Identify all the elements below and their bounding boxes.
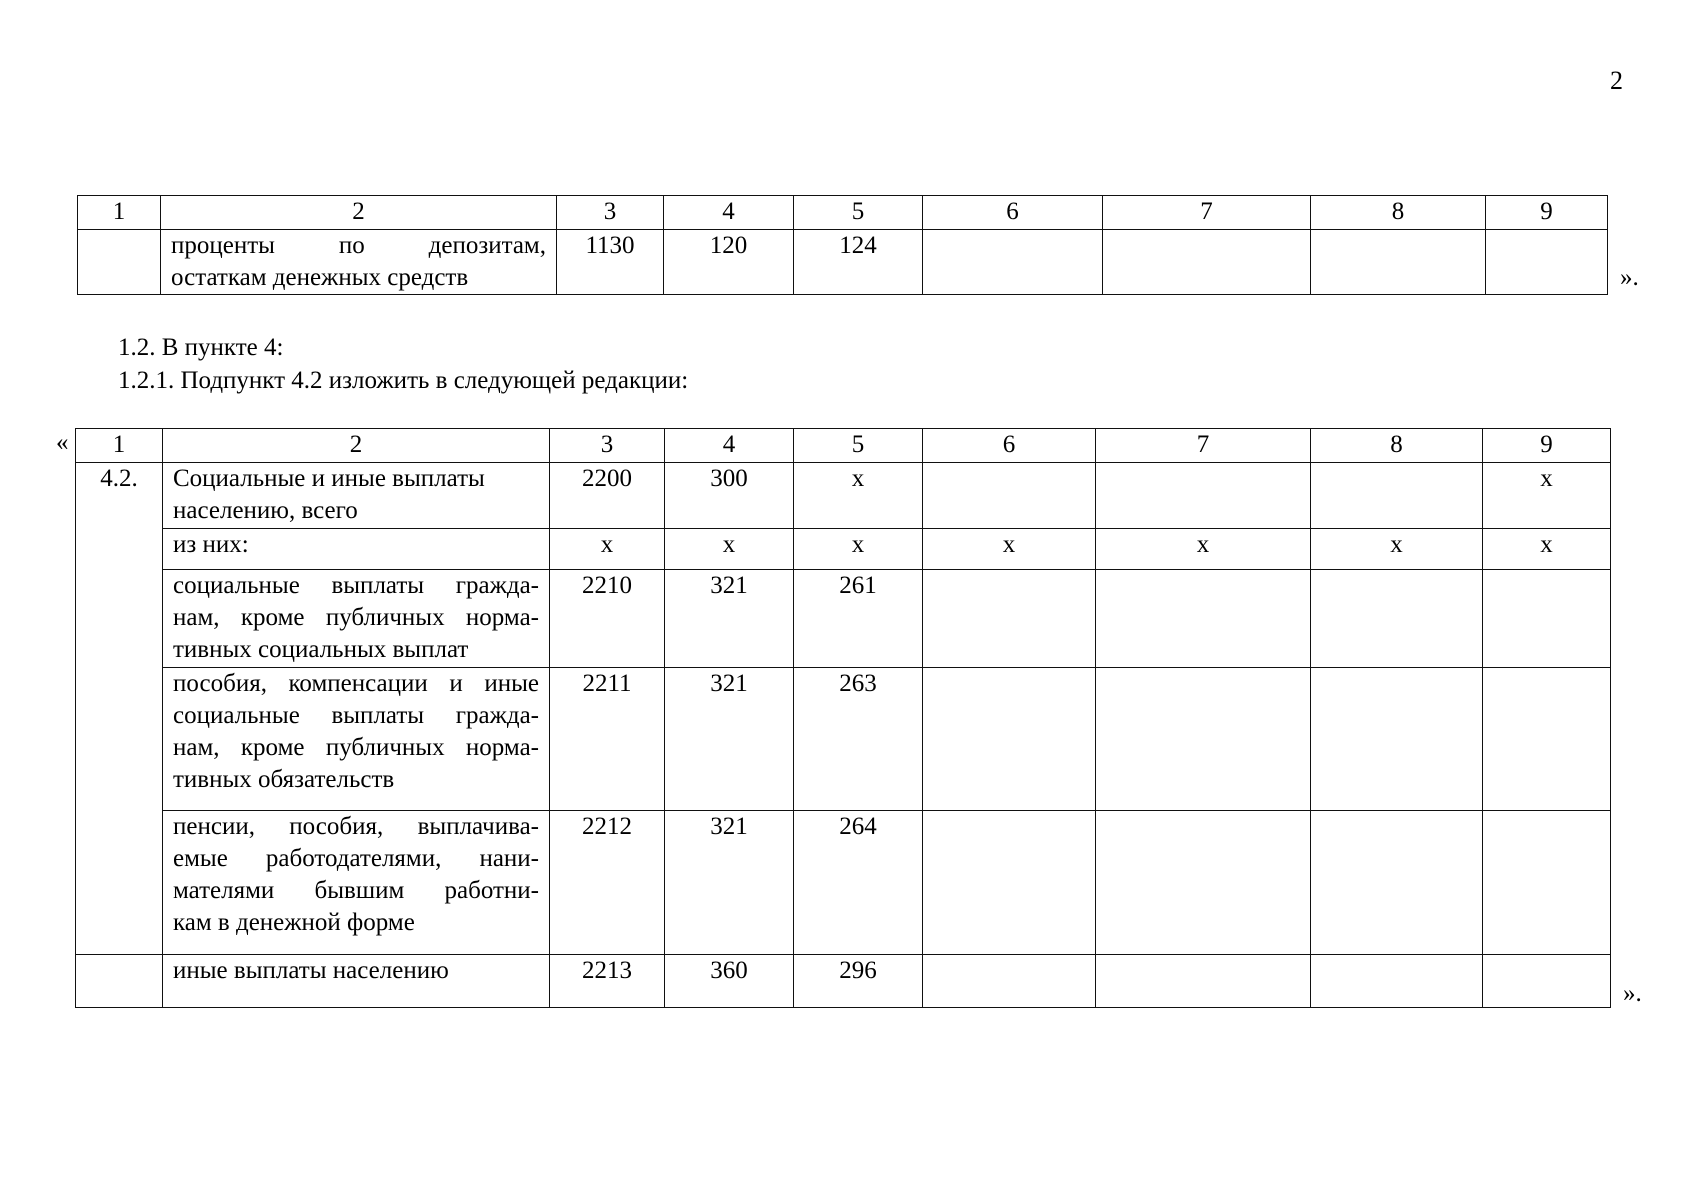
description-line: нам, кроме публичных норма- bbox=[173, 604, 539, 631]
table-header-row bbox=[78, 196, 1608, 230]
kvr-code-cell: 264 bbox=[794, 811, 923, 955]
header-cell: 4 bbox=[664, 196, 794, 230]
header-cell: 9 bbox=[1483, 429, 1611, 463]
value-cell bbox=[1096, 668, 1311, 811]
row-description-cell bbox=[163, 811, 550, 955]
description-line: тивных социальных выплат bbox=[173, 636, 469, 663]
value-cell bbox=[1096, 463, 1311, 529]
description-line: проценты по депозитам, bbox=[171, 232, 546, 259]
value-cell bbox=[923, 570, 1096, 668]
description-line: емые работодателями, нани- bbox=[173, 845, 539, 872]
value-cell bbox=[1311, 230, 1486, 295]
line-code-cell: x bbox=[550, 529, 665, 570]
header-cell: 6 bbox=[923, 429, 1096, 463]
value-cell bbox=[1096, 811, 1311, 955]
value-cell bbox=[1311, 811, 1483, 955]
row-number-cell bbox=[76, 955, 163, 1008]
opening-quote: « bbox=[56, 429, 69, 456]
value-cell bbox=[1311, 463, 1483, 529]
table-social-payments bbox=[75, 428, 1611, 1008]
header-cell: 5 bbox=[794, 429, 923, 463]
table-row bbox=[76, 529, 1611, 570]
kvr-code-cell: 263 bbox=[794, 668, 923, 811]
table-income-continuation bbox=[77, 195, 1608, 295]
line-code-cell: 1130 bbox=[557, 230, 664, 295]
description-line: пособия, компенсации и иные bbox=[173, 670, 539, 697]
value-cell: x bbox=[1483, 529, 1611, 570]
table-row bbox=[76, 811, 1611, 955]
header-cell: 1 bbox=[78, 196, 161, 230]
kosgu-code-cell: 321 bbox=[665, 811, 794, 955]
header-cell: 7 bbox=[1103, 196, 1311, 230]
kvr-code-cell: x bbox=[794, 463, 923, 529]
description-line: пенсии, пособия, выплачива- bbox=[173, 813, 539, 840]
description-line: мателями бывшим работни- bbox=[173, 877, 539, 904]
value-cell bbox=[1311, 955, 1483, 1008]
header-cell: 2 bbox=[163, 429, 550, 463]
paragraph-clause-1-2: 1.2. В пункте 4: bbox=[118, 334, 284, 361]
kvr-code-cell: x bbox=[794, 529, 923, 570]
row-number-cell bbox=[78, 230, 161, 295]
description-line: социальные выплаты гражда- bbox=[173, 572, 539, 599]
value-cell bbox=[1486, 230, 1608, 295]
line-code-cell: 2210 bbox=[550, 570, 665, 668]
value-cell bbox=[923, 463, 1096, 529]
header-cell: 6 bbox=[923, 196, 1103, 230]
description-line: Социальные и иные выплаты bbox=[173, 465, 485, 492]
row-description-cell bbox=[163, 463, 550, 529]
page-number: 2 bbox=[1610, 66, 1623, 95]
header-cell: 4 bbox=[665, 429, 794, 463]
description-line: населению, всего bbox=[173, 497, 358, 524]
value-cell bbox=[923, 811, 1096, 955]
value-cell bbox=[1483, 811, 1611, 955]
header-cell: 3 bbox=[557, 196, 664, 230]
header-cell: 3 bbox=[550, 429, 665, 463]
value-cell bbox=[923, 230, 1103, 295]
value-cell bbox=[1096, 570, 1311, 668]
description-line: социальные выплаты гражда- bbox=[173, 702, 539, 729]
value-cell bbox=[1483, 668, 1611, 811]
header-cell: 1 bbox=[76, 429, 163, 463]
header-cell: 2 bbox=[161, 196, 557, 230]
value-cell bbox=[1096, 955, 1311, 1008]
header-cell: 9 bbox=[1486, 196, 1608, 230]
value-cell: x bbox=[1096, 529, 1311, 570]
line-code-cell: 2212 bbox=[550, 811, 665, 955]
kosgu-code-cell: 360 bbox=[665, 955, 794, 1008]
kvr-code-cell: 296 bbox=[794, 955, 923, 1008]
kosgu-code-cell: 321 bbox=[665, 570, 794, 668]
table-row bbox=[76, 463, 1611, 529]
row-description-cell bbox=[163, 668, 550, 811]
row-description-cell bbox=[163, 529, 550, 570]
value-cell bbox=[1311, 668, 1483, 811]
table-row bbox=[76, 570, 1611, 668]
value-cell bbox=[1103, 230, 1311, 295]
value-cell bbox=[1311, 570, 1483, 668]
value-cell bbox=[923, 668, 1096, 811]
value-cell: x bbox=[1311, 529, 1483, 570]
row-description-cell: иные выплаты населению bbox=[163, 955, 550, 1008]
value-cell: x bbox=[923, 529, 1096, 570]
table-header-row bbox=[76, 429, 1611, 463]
line-code-cell: 2213 bbox=[550, 955, 665, 1008]
paragraph-clause-1-2-1: 1.2.1. Подпункт 4.2 изложить в следующей редакции: bbox=[118, 367, 689, 394]
kvr-code-cell: 261 bbox=[794, 570, 923, 668]
kosgu-code-cell: 300 bbox=[665, 463, 794, 529]
value-cell bbox=[1483, 955, 1611, 1008]
description-line: тивных обязательств bbox=[173, 766, 395, 793]
closing-quote: ». bbox=[1620, 264, 1639, 291]
line-code-cell: 2200 bbox=[550, 463, 665, 529]
kosgu-code-cell: x bbox=[665, 529, 794, 570]
line-code-cell: 2211 bbox=[550, 668, 665, 811]
row-description-cell bbox=[163, 570, 550, 668]
table-row bbox=[76, 955, 1611, 1008]
closing-quote: ». bbox=[1623, 980, 1642, 1007]
header-cell: 5 bbox=[794, 196, 923, 230]
table-row bbox=[76, 668, 1611, 811]
header-cell: 8 bbox=[1311, 429, 1483, 463]
kvr-code-cell: 124 bbox=[794, 230, 923, 295]
header-cell: 8 bbox=[1311, 196, 1486, 230]
description-line: остаткам денежных средств bbox=[171, 264, 469, 291]
value-cell bbox=[923, 955, 1096, 1008]
kosgu-code-cell: 120 bbox=[664, 230, 794, 295]
description-line: кам в денежной форме bbox=[173, 909, 415, 936]
kosgu-code-cell: 321 bbox=[665, 668, 794, 811]
section-number-cell: 4.2. bbox=[76, 463, 163, 955]
description-line: нам, кроме публичных норма- bbox=[173, 734, 539, 761]
table-row bbox=[78, 230, 1608, 295]
value-cell bbox=[1483, 570, 1611, 668]
row-description-cell bbox=[161, 230, 557, 295]
value-cell: x bbox=[1483, 463, 1611, 529]
description-line: из них: bbox=[173, 531, 249, 558]
header-cell: 7 bbox=[1096, 429, 1311, 463]
